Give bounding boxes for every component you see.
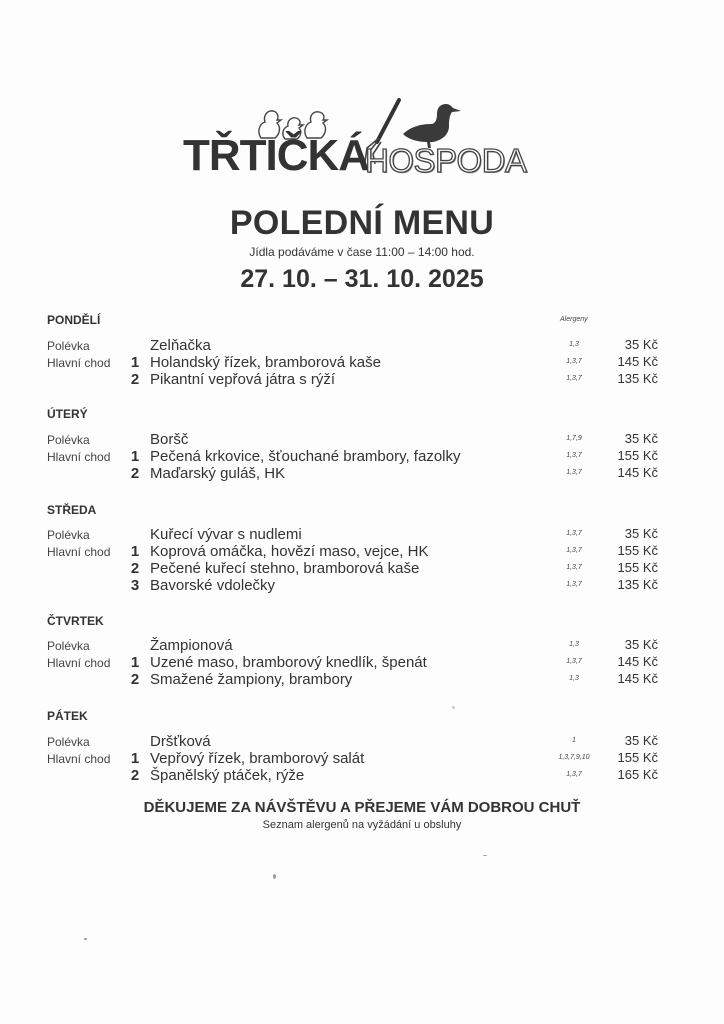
item-number: 3 bbox=[130, 577, 140, 594]
price: 145 Kč bbox=[617, 354, 658, 369]
dish-name: Smažené žampiony, brambory bbox=[150, 671, 353, 688]
restaurant-logo bbox=[183, 96, 535, 180]
allergens: 1,3,7 bbox=[566, 547, 582, 554]
item-number: 1 bbox=[130, 543, 140, 560]
price: 35 Kč bbox=[624, 431, 658, 446]
category-label: Polévka bbox=[47, 339, 90, 353]
dish-name: Dršťková bbox=[150, 733, 211, 750]
menu-row bbox=[0, 465, 724, 483]
category-label: Polévka bbox=[47, 433, 90, 447]
menu-row bbox=[0, 354, 724, 372]
price: 35 Kč bbox=[624, 526, 658, 541]
allergen-note: Seznam alergenů na vyžádání u obsluhy bbox=[262, 819, 462, 831]
menu-row bbox=[0, 448, 724, 466]
price: 155 Kč bbox=[617, 750, 658, 765]
item-number: 2 bbox=[130, 371, 140, 388]
price: 35 Kč bbox=[624, 637, 658, 652]
category-label: Hlavní chod bbox=[47, 656, 111, 670]
thank-you-message: DĚKUJEME ZA NÁVŠTĚVU A PŘEJEME VÁM DOBROU CHUŤ bbox=[143, 799, 581, 816]
menu-row bbox=[0, 337, 724, 355]
dish-name: Bavorské vdolečky bbox=[150, 577, 276, 594]
price: 35 Kč bbox=[624, 337, 658, 352]
scan-speck bbox=[483, 855, 487, 856]
scan-speck bbox=[273, 874, 276, 879]
item-number: 2 bbox=[130, 767, 140, 784]
allergens: 1,3,7,9,10 bbox=[558, 754, 590, 761]
allergens: 1,3,7 bbox=[566, 358, 582, 365]
menu-row bbox=[0, 526, 724, 544]
allergens: 1,3,7 bbox=[566, 375, 582, 382]
price: 145 Kč bbox=[617, 465, 658, 480]
allergens: 1,3,7 bbox=[566, 530, 582, 537]
allergens: 1,3,7 bbox=[566, 564, 582, 571]
category-label: Hlavní chod bbox=[47, 450, 111, 464]
menu-row bbox=[0, 371, 724, 389]
menu-row bbox=[0, 560, 724, 578]
dish-name: Žampionová bbox=[150, 637, 233, 654]
item-number: 1 bbox=[130, 448, 140, 465]
allergens: 1,3,7 bbox=[566, 658, 582, 665]
category-label: Polévka bbox=[47, 639, 90, 653]
allergens: 1,3,7 bbox=[566, 469, 582, 476]
scan-speck bbox=[84, 938, 87, 940]
dish-name: Uzené maso, bramborový knedlík, špenát bbox=[150, 654, 427, 671]
allergens: 1,3,7 bbox=[566, 452, 582, 459]
price: 155 Kč bbox=[617, 448, 658, 463]
category-label: Hlavní chod bbox=[47, 545, 111, 559]
day-name: PÁTEK bbox=[47, 709, 88, 723]
price: 155 Kč bbox=[617, 543, 658, 558]
price: 145 Kč bbox=[617, 654, 658, 669]
category-label: Hlavní chod bbox=[47, 752, 111, 766]
menu-row bbox=[0, 543, 724, 561]
item-number: 1 bbox=[130, 750, 140, 767]
price: 135 Kč bbox=[617, 577, 658, 592]
dish-name: Vepřový řízek, bramborový salát bbox=[150, 750, 365, 767]
dish-name: Boršč bbox=[150, 431, 189, 448]
allergens-column-header: Alergeny bbox=[560, 316, 588, 323]
menu-row bbox=[0, 637, 724, 655]
logo-main-text: TŘTIČKÁ bbox=[183, 131, 370, 180]
menu-row bbox=[0, 654, 724, 672]
item-number: 1 bbox=[130, 354, 140, 371]
dish-name: Kuřecí vývar s nudlemi bbox=[150, 526, 302, 543]
dish-name: Pečené kuřecí stehno, bramborová kaše bbox=[150, 560, 420, 577]
allergens: 1,3 bbox=[569, 341, 579, 348]
dish-name: Zelňačka bbox=[150, 337, 211, 354]
category-label: Hlavní chod bbox=[47, 356, 111, 370]
dish-name: Maďarský guláš, HK bbox=[150, 465, 286, 482]
day-name: STŘEDA bbox=[47, 503, 97, 517]
dish-name: Koprová omáčka, hovězí maso, vejce, HK bbox=[150, 543, 429, 560]
item-number: 2 bbox=[130, 465, 140, 482]
dish-name: Pikantní vepřová játra s rýží bbox=[150, 371, 336, 388]
allergens: 1,3,7 bbox=[566, 581, 582, 588]
menu-row bbox=[0, 750, 724, 768]
allergens: 1,3 bbox=[569, 675, 579, 682]
menu-row bbox=[0, 577, 724, 595]
price: 145 Kč bbox=[617, 671, 658, 686]
day-name: ÚTERÝ bbox=[47, 407, 88, 421]
menu-row bbox=[0, 767, 724, 785]
menu-row bbox=[0, 733, 724, 751]
date-range: 27. 10. – 31. 10. 2025 bbox=[240, 265, 484, 293]
item-number: 2 bbox=[130, 560, 140, 577]
allergens: 1 bbox=[572, 737, 576, 744]
allergens: 1,3,7 bbox=[566, 771, 582, 778]
allergens: 1,7,9 bbox=[566, 435, 582, 442]
menu-row bbox=[0, 431, 724, 449]
allergens: 1,3 bbox=[569, 641, 579, 648]
scan-speck bbox=[452, 706, 455, 709]
logo-sub-text: HOSPODA bbox=[365, 142, 527, 179]
category-label: Polévka bbox=[47, 735, 90, 749]
day-name: ČTVRTEK bbox=[47, 614, 104, 628]
price: 35 Kč bbox=[624, 733, 658, 748]
dish-name: Pečená krkovice, šťouchané brambory, fazolky bbox=[150, 448, 461, 465]
item-number: 1 bbox=[130, 654, 140, 671]
dish-name: Španělský ptáček, rýže bbox=[150, 767, 305, 784]
serving-hours: Jídla podáváme v čase 11:00 – 14:00 hod. bbox=[249, 245, 475, 259]
page-title: POLEDNÍ MENU bbox=[229, 204, 495, 242]
item-number: 2 bbox=[130, 671, 140, 688]
day-name: PONDĚLÍ bbox=[47, 313, 101, 327]
price: 135 Kč bbox=[617, 371, 658, 386]
menu-row bbox=[0, 671, 724, 689]
dish-name: Holandský řízek, bramborová kaše bbox=[150, 354, 381, 371]
price: 165 Kč bbox=[617, 767, 658, 782]
category-label: Polévka bbox=[47, 528, 90, 542]
price: 155 Kč bbox=[617, 560, 658, 575]
